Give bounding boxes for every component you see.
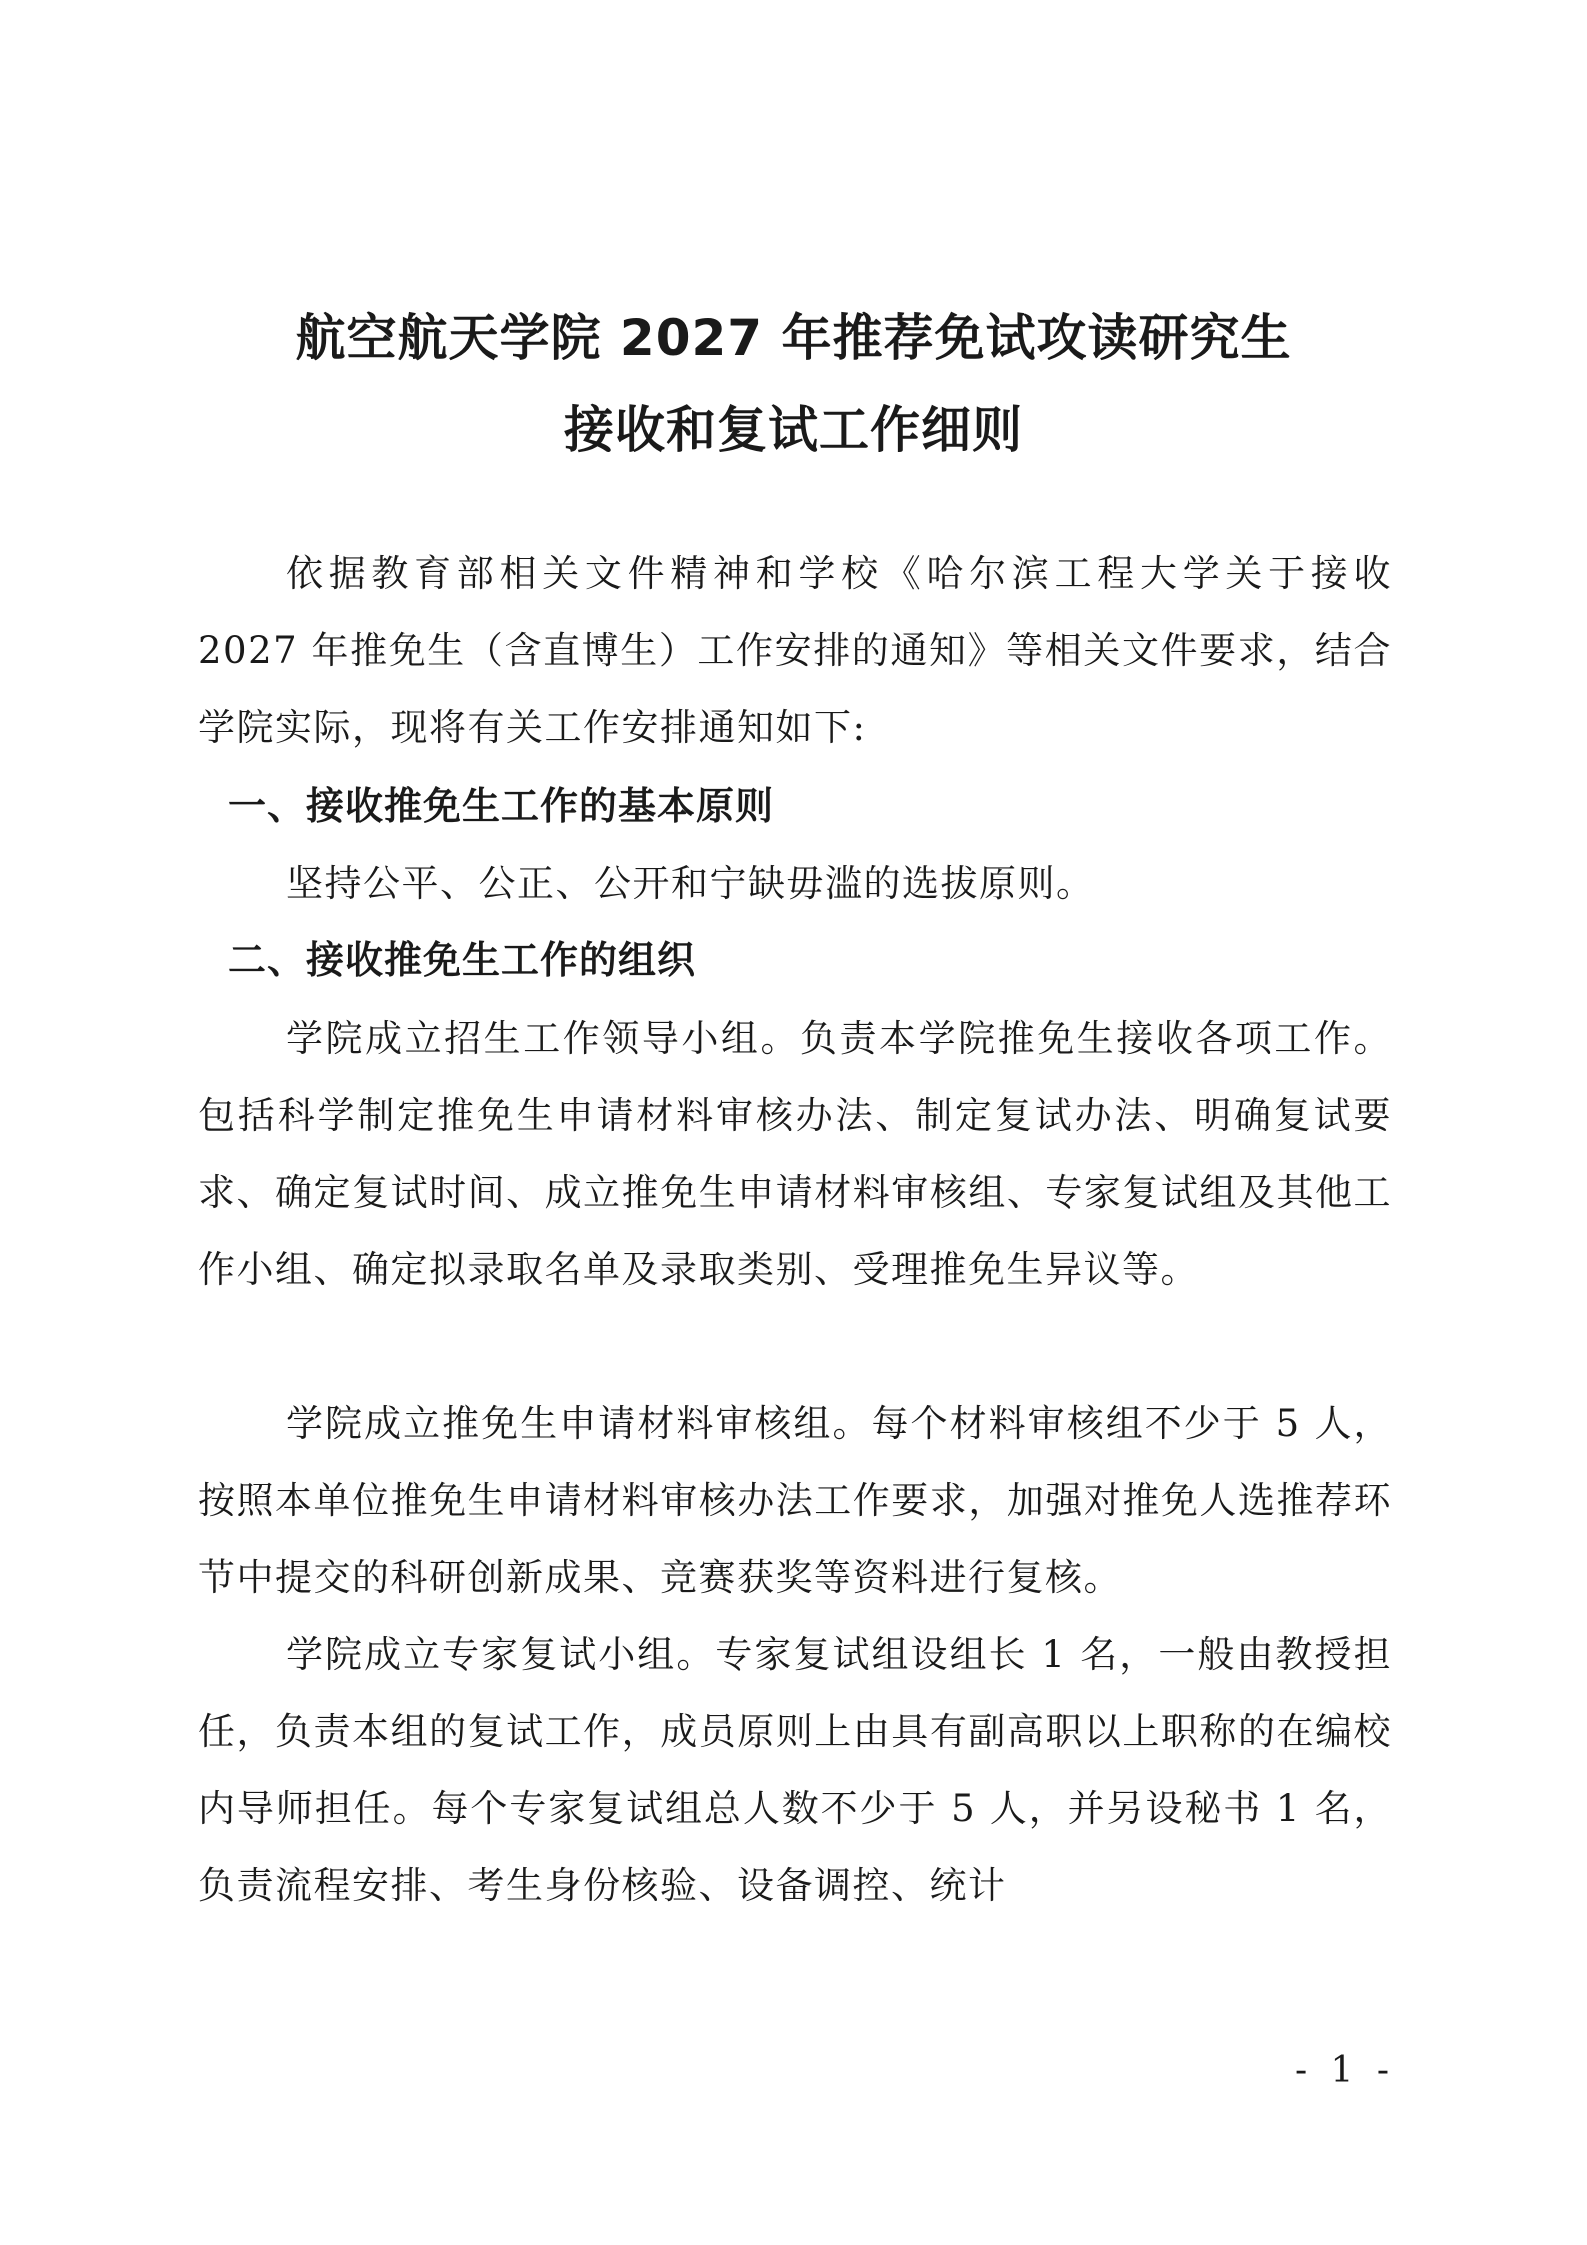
- page-number: - 1 -: [1294, 2050, 1396, 2091]
- organization-paragraph-3: 学院成立专家复试小组。专家复试组设组长 1 名，一般由教授担任，负责本组的复试工作，成员原则上由具有副高职以上职称的在编校内导师担任。每个专家复试组总人数不少于 5 人，并另设秘书 1 名，负责流程安排、考生身份核验、设备调控、统计: [198, 1633, 1392, 1907]
- intro-paragraph: 依据教育部相关文件精神和学校《哈尔滨工程大学关于接收 2027 年推免生（含直博生）工作安排的通知》等相关文件要求，结合学院实际，现将有关工作安排通知如下:: [198, 552, 1392, 749]
- organization-paragraph-1: 学院成立招生工作领导小组。负责本学院推免生接收各项工作。包括科学制定推免生申请材料审核办法、制定复试办法、明确复试要求、确定复试时间、成立推免生申请材料审核组、专家复试组及其他工作小组、确定拟录取名单及录取类别、受理推免生异议等。: [198, 1017, 1392, 1291]
- section-heading-principles: 一、接收推免生工作的基本原则: [228, 784, 775, 828]
- document-title-line-2: 接收和复试工作细则: [564, 401, 1023, 459]
- document-title-line-1: 航空航天学院 2027 年推荐免试攻读研究生: [295, 309, 1292, 367]
- organization-paragraph-2: 学院成立推免生申请材料审核组。每个材料审核组不少于 5 人，按照本单位推免生申请材料审核办法工作要求，加强对推免人选推荐环节中提交的科研创新成果、竞赛获奖等资料进行复核。: [198, 1402, 1392, 1599]
- section-heading-organization: 二、接收推免生工作的组织: [228, 938, 697, 982]
- principle-paragraph: 坚持公平、公正、公开和宁缺毋滥的选拔原则。: [286, 862, 1095, 905]
